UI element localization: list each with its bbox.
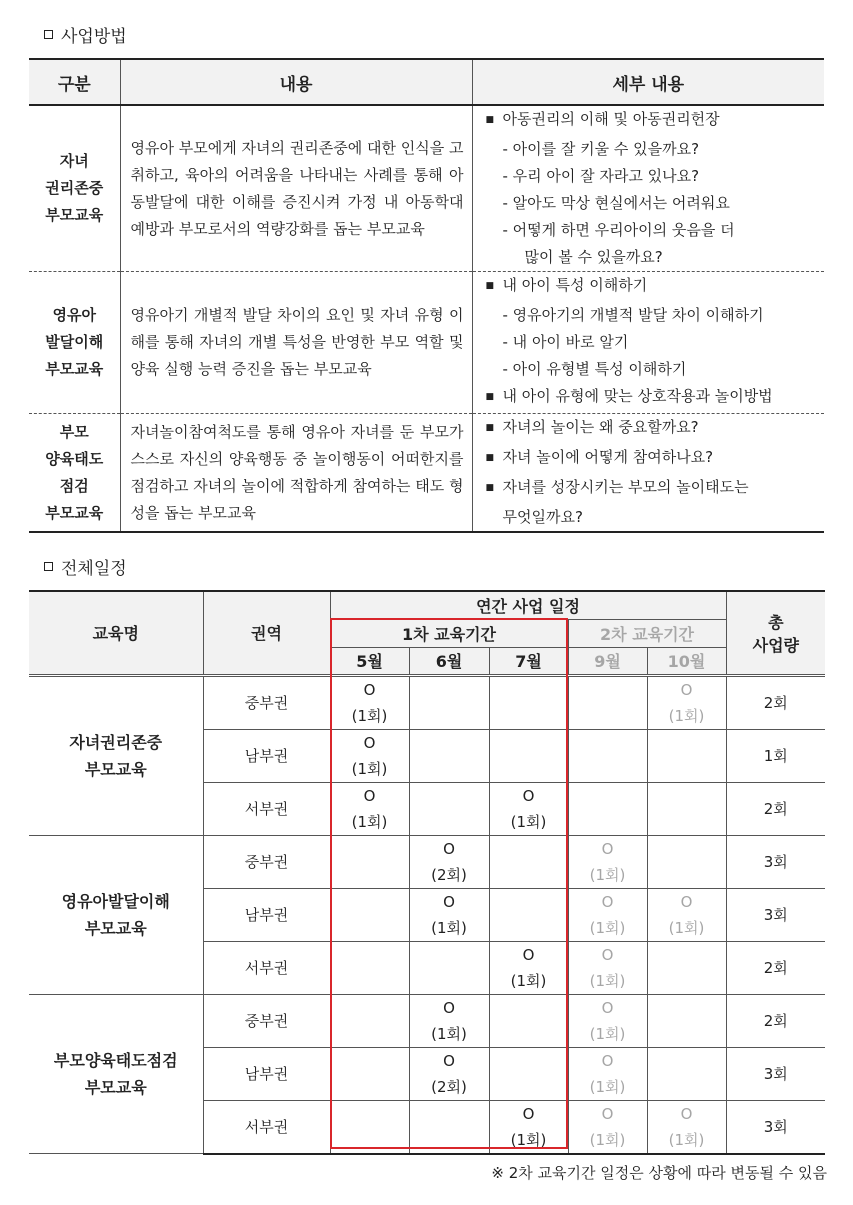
checkbox-square-icon: [44, 30, 53, 39]
method-category: [29, 272, 120, 414]
detail-text: 무엇일까요?: [502, 508, 583, 526]
total-cell: 2회: [726, 994, 825, 1047]
header-month: 6월: [409, 647, 489, 675]
detail-text: 자녀를 성장시키는 부모의 놀이태도는: [502, 478, 749, 496]
detail-text: - 내 아이 바로 알기: [502, 333, 629, 351]
detail-text: - 알아도 막상 현실에서는 어려워요: [502, 194, 730, 212]
total-cell: 3회: [726, 835, 825, 888]
detail-text: - 우리 아이 잘 자라고 있나요?: [502, 167, 700, 185]
session-count: (1회): [510, 971, 547, 990]
schedule-cell: [489, 782, 568, 835]
schedule-cell: [330, 941, 409, 994]
method-details: [472, 105, 824, 272]
schedule-cell: [647, 782, 726, 835]
schedule-cell: [489, 675, 568, 729]
schedule-cell: [409, 835, 489, 888]
program-name-line: 영유아발달이해: [61, 891, 170, 911]
schedule-cell: [330, 835, 409, 888]
detail-text: - 영유아기의 개별적 발달 차이 이해하기: [502, 306, 764, 324]
detail-text: 내 아이 특성 이해하기: [502, 276, 648, 294]
header-category: 구분: [29, 59, 120, 105]
schedule-cell: [409, 675, 489, 729]
scheduled-mark: O: [443, 839, 455, 858]
total-cell: 3회: [726, 888, 825, 941]
session-count: (1회): [589, 1077, 626, 1096]
scheduled-mark: O: [601, 945, 614, 964]
schedule-cell: [568, 994, 647, 1047]
program-name-line: 부모교육: [84, 918, 147, 938]
detail-bullet-item: [483, 106, 817, 136]
section-title-text: 사업방법: [61, 27, 127, 47]
scheduled-mark: O: [443, 892, 455, 911]
detail-sub-item: [483, 190, 817, 217]
detail-text: - 아이를 잘 키울 수 있을까요?: [502, 140, 700, 158]
scheduled-mark: O: [680, 892, 693, 911]
session-count: (1회): [351, 706, 388, 725]
header-month: 5월: [330, 647, 409, 675]
category-line: 부모교육: [45, 360, 104, 378]
session-count: (1회): [351, 812, 388, 831]
detail-text: - 아이 유형별 특성 이해하기: [502, 360, 687, 378]
section-title-schedule: [44, 554, 127, 579]
section-title-method: [44, 22, 127, 47]
method-header-row: [29, 59, 824, 105]
schedule-cell: [489, 835, 568, 888]
schedule-cell: [409, 729, 489, 782]
header-period-2: 2차 교육기간: [568, 619, 726, 647]
checkbox-square-icon: [44, 562, 53, 571]
session-count: (2회): [431, 1077, 467, 1096]
schedule-cell: [568, 729, 647, 782]
detail-bullet-item: [483, 383, 817, 413]
schedule-row: [29, 675, 825, 729]
detail-text: 아동권리의 이해 및 아동권리헌장: [502, 110, 720, 128]
total-cell: 1회: [726, 729, 825, 782]
detail-text: 내 아이 유형에 맞는 상호작용과 놀이방법: [502, 387, 773, 405]
section-title-text: 전체일정: [61, 559, 127, 579]
schedule-cell: [330, 729, 409, 782]
schedule-cell: [330, 1047, 409, 1100]
schedule-cell: [647, 888, 726, 941]
header-content: 내용: [120, 59, 472, 105]
schedule-cell: [647, 1047, 726, 1100]
schedule-cell: [568, 888, 647, 941]
session-count: (1회): [589, 918, 626, 937]
scheduled-mark: O: [363, 680, 376, 699]
schedule-cell: [568, 941, 647, 994]
region-cell: 남부권: [203, 888, 330, 941]
session-count: (1회): [589, 1024, 626, 1043]
region-cell: 남부권: [203, 1047, 330, 1100]
program-name: [29, 675, 203, 835]
schedule-cell: [647, 994, 726, 1047]
header-total-line2: 사업량: [752, 635, 799, 655]
schedule-cell: [489, 941, 568, 994]
method-row: [29, 414, 824, 533]
schedule-cell: [409, 888, 489, 941]
session-count: (1회): [668, 1130, 705, 1149]
header-month: 10월: [647, 647, 726, 675]
method-row: [29, 105, 824, 272]
header-total-line1: 총: [768, 612, 784, 632]
session-count: (1회): [431, 918, 467, 937]
category-line: 발달이해: [45, 333, 104, 351]
method-category: [29, 414, 120, 533]
schedule-cell: [568, 835, 647, 888]
region-cell: 남부권: [203, 729, 330, 782]
header-period-1: 1차 교육기간: [330, 619, 568, 647]
session-count: (2회): [431, 865, 467, 884]
scheduled-mark: O: [443, 1051, 455, 1070]
category-line: 영유아: [52, 306, 96, 324]
schedule-cell: [409, 782, 489, 835]
category-line: 부모교육: [45, 503, 104, 522]
total-cell: 3회: [726, 1100, 825, 1154]
header-program: 교육명: [29, 591, 203, 675]
total-cell: 3회: [726, 1047, 825, 1100]
session-count: (1회): [668, 706, 705, 725]
method-content: 자녀놀이참여척도를 통해 영유아 자녀를 둔 부모가 스스로 자신의 양육행동 중 놀이행동이 어떠한지를 점검하고 자녀의 놀이에 적합하게 참여하는 태도 형성을 돕는 부모교육: [120, 414, 472, 533]
category-line: 부모: [59, 422, 89, 441]
schedule-cell: [330, 994, 409, 1047]
scheduled-mark: O: [601, 839, 614, 858]
scheduled-mark: O: [363, 733, 376, 752]
scheduled-mark: O: [601, 892, 614, 911]
category-line: 부모교육: [45, 206, 104, 224]
region-cell: 중부권: [203, 675, 330, 729]
schedule-cell: [647, 835, 726, 888]
detail-sub-item: [483, 504, 817, 531]
method-details: [472, 272, 824, 414]
scheduled-mark: O: [601, 1104, 614, 1123]
region-cell: 중부권: [203, 994, 330, 1047]
schedule-cell: [568, 675, 647, 729]
schedule-cell: [330, 782, 409, 835]
scheduled-mark: O: [601, 998, 614, 1017]
category-line: 권리존중: [45, 179, 104, 197]
detail-sub-item: [483, 244, 817, 271]
program-name-line: 부모양육태도점검: [53, 1050, 178, 1070]
category-line: 양육태도: [45, 449, 104, 468]
total-cell: 2회: [726, 782, 825, 835]
schedule-table: [29, 590, 825, 1155]
header-region: 권역: [203, 591, 330, 675]
schedule-cell: [489, 1047, 568, 1100]
detail-sub-item: [483, 329, 817, 356]
session-count: (1회): [431, 1024, 467, 1043]
detail-text: 많이 볼 수 있을까요?: [524, 248, 663, 266]
schedule-cell: [647, 941, 726, 994]
scheduled-mark: O: [443, 998, 455, 1017]
schedule-cell: [647, 1100, 726, 1154]
program-name-line: 자녀권리존중: [69, 732, 163, 752]
session-count: (1회): [351, 759, 388, 778]
schedule-cell: [568, 782, 647, 835]
schedule-cell: [489, 888, 568, 941]
scheduled-mark: O: [522, 945, 535, 964]
session-count: (1회): [589, 1130, 626, 1149]
category-line: 자녀: [59, 152, 89, 170]
header-details: 세부 내용: [472, 59, 824, 105]
total-cell: 2회: [726, 941, 825, 994]
schedule-cell: [409, 941, 489, 994]
schedule-footnote: ※ 2차 교육기간 일정은 상황에 따라 변동될 수 있음: [491, 1164, 827, 1182]
detail-bullet-item: [483, 474, 817, 504]
method-row: [29, 272, 824, 414]
schedule-cell: [330, 675, 409, 729]
scheduled-mark: O: [680, 680, 693, 699]
schedule-cell: [489, 994, 568, 1047]
schedule-header-row-1: [29, 591, 825, 619]
scheduled-mark: O: [522, 1104, 535, 1123]
schedule-cell: [568, 1047, 647, 1100]
detail-text: - 어떻게 하면 우리아이의 웃음을 더: [502, 221, 735, 239]
region-cell: 서부권: [203, 782, 330, 835]
detail-sub-item: [483, 136, 817, 163]
header-annual-schedule: 연간 사업 일정: [330, 591, 726, 619]
method-category: [29, 105, 120, 272]
session-count: (1회): [510, 812, 547, 831]
detail-bullet-item: [483, 272, 817, 302]
detail-sub-item: [483, 163, 817, 190]
program-name-line: 부모교육: [84, 1077, 147, 1097]
schedule-cell: [647, 675, 726, 729]
detail-text: 자녀의 놀이는 왜 중요할까요?: [502, 418, 699, 436]
session-count: (1회): [589, 865, 626, 884]
detail-text: 자녀 놀이에 어떻게 참여하나요?: [502, 448, 714, 466]
detail-sub-item: [483, 302, 817, 329]
schedule-row: [29, 994, 825, 1047]
method-details: [472, 414, 824, 533]
schedule-cell: [489, 729, 568, 782]
session-count: (1회): [510, 1130, 547, 1149]
scheduled-mark: O: [601, 1051, 614, 1070]
schedule-cell: [568, 1100, 647, 1154]
scheduled-mark: O: [363, 786, 376, 805]
header-month: 7월: [489, 647, 568, 675]
schedule-cell: [409, 1047, 489, 1100]
detail-bullet-item: [483, 444, 817, 474]
detail-sub-item: [483, 217, 817, 244]
method-content: 영유아기 개별적 발달 차이의 요인 및 자녀 유형 이해를 통해 자녀의 개별 특성을 반영한 부모 역할 및 양육 실행 능력 증진을 돕는 부모교육: [120, 272, 472, 414]
total-cell: 2회: [726, 675, 825, 729]
schedule-cell: [409, 994, 489, 1047]
schedule-row: [29, 835, 825, 888]
session-count: (1회): [668, 918, 705, 937]
schedule-cell: [647, 729, 726, 782]
method-table: [29, 58, 824, 533]
program-name: [29, 835, 203, 994]
header-month: 9월: [568, 647, 647, 675]
detail-bullet-item: [483, 414, 817, 444]
program-name-line: 부모교육: [84, 759, 147, 779]
category-line: 점검: [59, 476, 89, 495]
schedule-cell: [330, 888, 409, 941]
region-cell: 서부권: [203, 941, 330, 994]
scheduled-mark: O: [680, 1104, 693, 1123]
schedule-cell: [330, 1100, 409, 1154]
session-count: (1회): [589, 971, 626, 990]
schedule-cell: [409, 1100, 489, 1154]
method-content: 영유아 부모에게 자녀의 권리존중에 대한 인식을 고취하고, 육아의 어려움을 나타내는 사례를 통해 아동발달에 대한 이해를 증진시켜 가정 내 아동학대 예방과 부모로서의 역량강화를 돕는 부모교육: [120, 105, 472, 272]
region-cell: 중부권: [203, 835, 330, 888]
detail-sub-item: [483, 356, 817, 383]
region-cell: 서부권: [203, 1100, 330, 1154]
schedule-cell: [489, 1100, 568, 1154]
header-total: [726, 591, 825, 675]
scheduled-mark: O: [522, 786, 535, 805]
program-name: [29, 994, 203, 1154]
